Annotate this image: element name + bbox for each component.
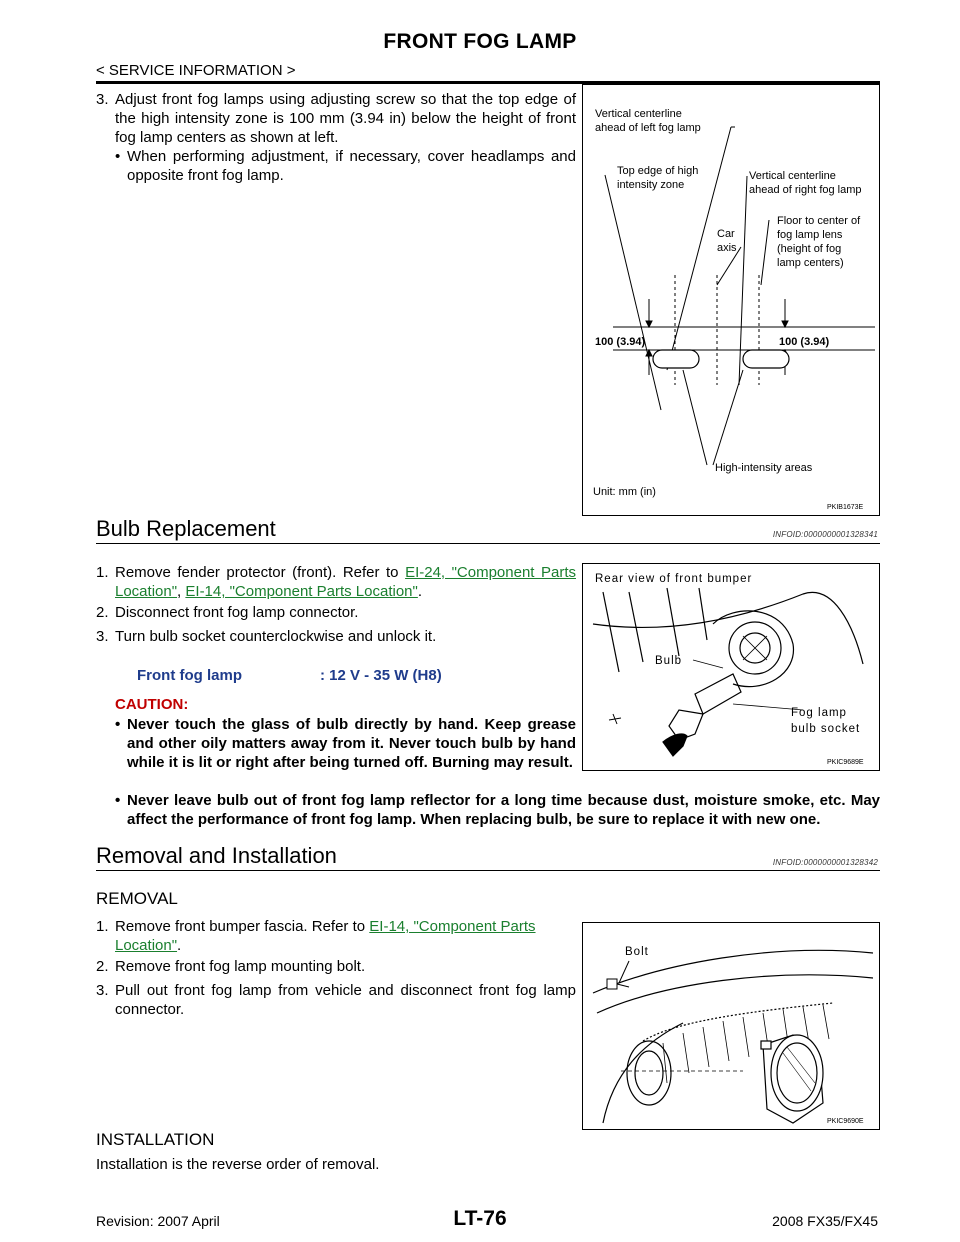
spec-value: : 12 V - 35 W (H8) [320, 667, 442, 684]
figure-code: PKIB1673E [827, 504, 864, 511]
label-socket-2: bulb socket [791, 723, 861, 735]
caution-item-2 [115, 791, 880, 829]
step-text: Remove front fog lamp mounting bolt. [115, 958, 366, 975]
footer-revision: Revision: 2007 April [96, 1213, 220, 1229]
label-socket-1: Fog lamp [791, 707, 847, 719]
step-number: 3. [96, 628, 109, 645]
high-intensity-area-left [653, 350, 699, 368]
label-bulb: Bulb [655, 655, 683, 667]
bullet-text: When performing adjustment, if necessary, cover headlamps and opposite front fog lamp. [127, 148, 576, 184]
figure-code: PKIC9690E [827, 1118, 864, 1125]
step-number: 1. [96, 918, 109, 935]
bulb-step-2 [96, 603, 576, 622]
section-heading-removal: Removal and Installation [96, 843, 337, 868]
removal-diagram-svg [583, 923, 879, 1129]
bulb-diagram-svg [583, 564, 879, 770]
label-floor-4: lamp centers) [777, 257, 844, 269]
removal-step-2 [96, 957, 576, 976]
bullet-item [115, 147, 576, 185]
bullet-glyph: • [115, 792, 121, 809]
step-number: 3. [96, 91, 109, 108]
removal-step-3 [96, 981, 576, 1019]
label-unit: Unit: mm (in) [593, 486, 656, 498]
step-text: Turn bulb socket counterclockwise and unlock it. [115, 628, 437, 645]
label-right-centerline-2: ahead of right fog lamp [749, 184, 862, 196]
installation-text: Installation is the reverse order of removal. [96, 1156, 380, 1173]
subheading-installation: INSTALLATION [96, 1130, 215, 1149]
label-top-edge-2: intensity zone [617, 179, 685, 191]
footer-model: 2008 FX35/FX45 [772, 1213, 878, 1229]
section-rule [96, 870, 880, 871]
label-car-axis-1: Car [717, 228, 735, 240]
step-text: Remove front bumper fascia. Refer to EI-14, "Component Parts Location". [115, 918, 536, 954]
removal-diagram [582, 922, 880, 1130]
figure-code: PKIC9689E [827, 759, 864, 766]
dim-right: 100 (3.94) [779, 336, 830, 348]
infoid-removal: INFOID:0000000001328342 [772, 858, 878, 867]
infoid-bulb: INFOID:0000000001328341 [772, 530, 878, 539]
spec-label: Front fog lamp [137, 667, 242, 684]
label-top-edge-1: Top edge of high [617, 165, 699, 177]
bullet-glyph: • [115, 716, 121, 733]
step-text: Adjust front fog lamps using adjusting screw so that the top edge of the high intensity zone is 100 mm (3.94 in) below the height of front fog lamp centers as shown at left. [115, 91, 576, 146]
label-right-centerline-1: Vertical centerline [749, 170, 836, 182]
aiming-diagram-svg [583, 85, 879, 515]
ref-link-ei24[interactable]: EI-24, "Component Parts Location" [115, 564, 576, 600]
high-intensity-area-right [743, 350, 789, 368]
page-number: LT-76 [453, 1207, 507, 1230]
caution-text: Never touch the glass of bulb directly by hand. Keep grease and other oily matters away from it. Never touch bulb by hand while it is lit or right after being turned off. Burning may result. [127, 716, 576, 771]
subheading-removal: REMOVAL [96, 889, 178, 908]
ref-link-ei14[interactable]: EI-14, "Component Parts Location" [185, 583, 418, 600]
bullet-glyph: • [115, 148, 121, 165]
removal-step-1 [96, 917, 576, 955]
label-left-centerline-2: ahead of left fog lamp [595, 122, 701, 134]
section-rule [96, 543, 880, 544]
label-floor-3: (height of fog [777, 243, 842, 255]
section-heading-bulb: Bulb Replacement [96, 516, 276, 541]
aiming-step-3 [96, 90, 576, 185]
ref-link-ei14[interactable]: EI-14, "Component Parts Location" [115, 918, 536, 954]
label-bolt: Bolt [625, 946, 649, 958]
step-text: Remove fender protector (front). Refer to EI-24, "Component Parts Location", EI-14, "Component Parts Location". [115, 564, 576, 600]
bulb-diagram [582, 563, 880, 771]
step-number: 3. [96, 982, 109, 999]
aiming-diagram [582, 84, 880, 516]
bulb-step-3 [96, 627, 576, 646]
label-left-centerline-1: Vertical centerline [595, 108, 682, 120]
step-text: Pull out front fog lamp from vehicle and disconnect front fog lamp connector. [115, 982, 576, 1018]
label-high-intensity: High-intensity areas [715, 462, 813, 474]
breadcrumb[interactable]: < SERVICE INFORMATION > [96, 62, 296, 79]
caution-item-1 [115, 715, 576, 772]
caution-heading: CAUTION: [115, 696, 189, 713]
step-number: 2. [96, 604, 109, 621]
label-car-axis-2: axis [717, 242, 737, 254]
label-floor-1: Floor to center of [777, 215, 861, 227]
bulb-figure-title: Rear view of front bumper [595, 573, 753, 585]
caution-text: Never leave bulb out of front fog lamp reflector for a long time because dust, moisture smoke, etc. May affect the performance of front fog lamp. When replacing bulb, be sure to replace it with new one. [127, 792, 880, 828]
step-number: 2. [96, 958, 109, 975]
page-title: FRONT FOG LAMP [383, 30, 577, 53]
dim-left: 100 (3.94) [595, 336, 646, 348]
bulb-step-1 [96, 563, 576, 601]
step-text: Disconnect front fog lamp connector. [115, 604, 359, 621]
label-floor-2: fog lamp lens [777, 229, 843, 241]
step-number: 1. [96, 564, 109, 581]
